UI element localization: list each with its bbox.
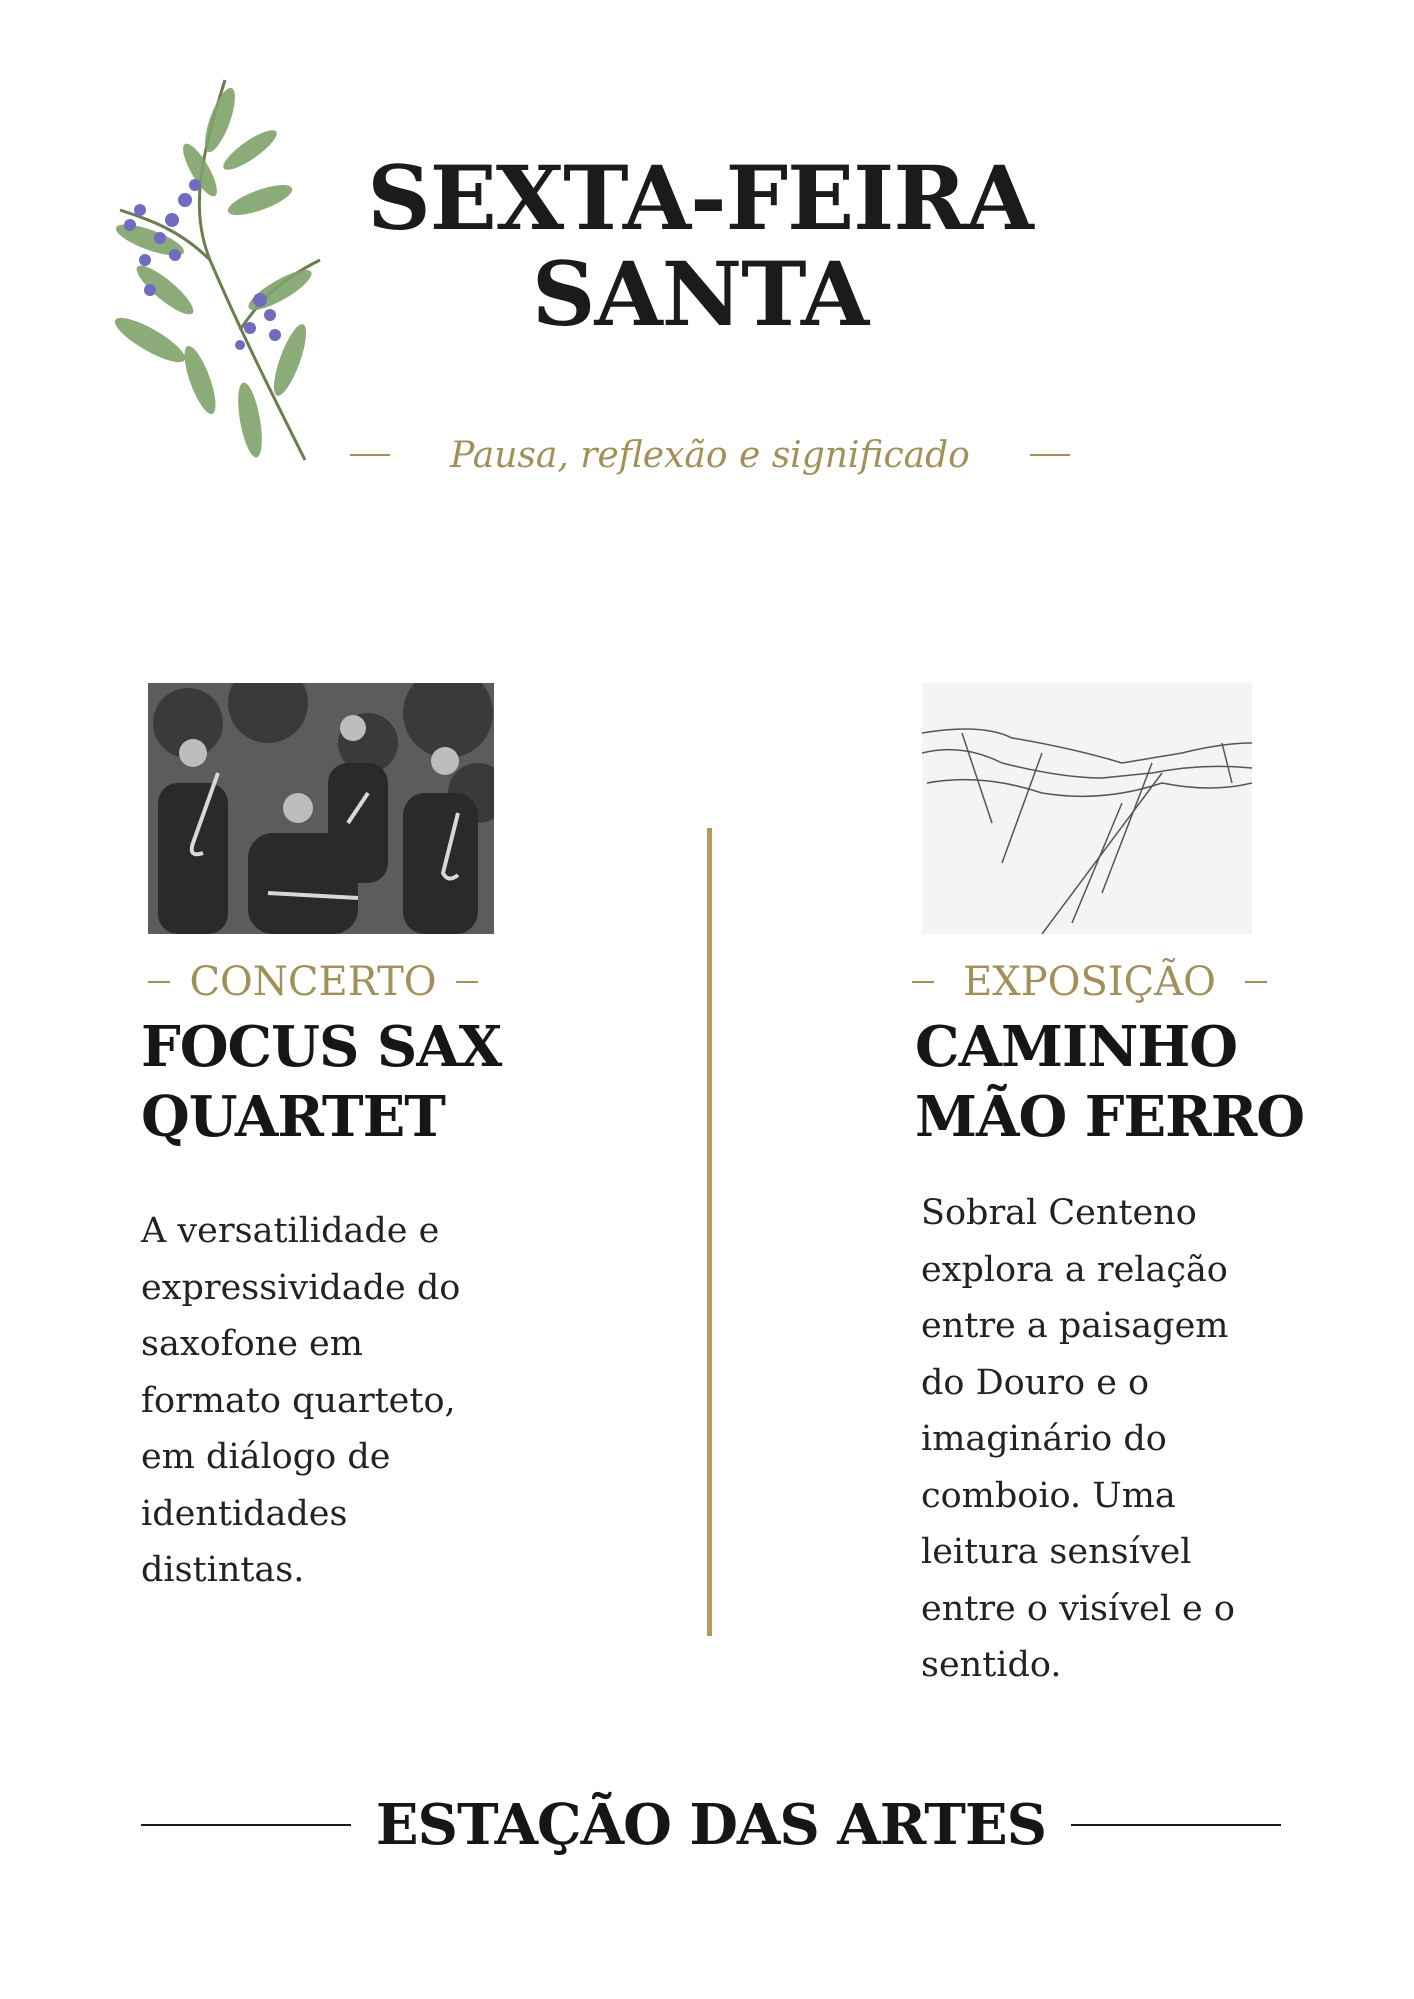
right-category-dash-right: [1245, 981, 1267, 983]
subtitle-dash-left: [350, 454, 390, 456]
footer-venue: [141, 1790, 1281, 1860]
concert-photo: [148, 683, 494, 934]
title-line-1: SEXTA-FEIRA: [367, 146, 1033, 250]
venue-name: ESTAÇÃO DAS ARTES: [375, 1792, 1047, 1858]
right-title-line-2: MÃO FERRO: [915, 1084, 1305, 1150]
right-category-label: EXPOSIÇÃO: [963, 959, 1216, 1005]
subtitle: Pausa, reflexão e significado: [450, 434, 970, 476]
right-category-dash-left: [912, 981, 934, 983]
left-category-dash-right: [456, 981, 478, 983]
left-category-dash-left: [148, 981, 170, 983]
subtitle-row: [350, 430, 1070, 480]
right-event-title: [915, 1012, 1335, 1152]
right-title-line-1: CAMINHO: [915, 1014, 1238, 1080]
subtitle-dash-right: [1030, 454, 1070, 456]
left-title-line-1: FOCUS SAX: [141, 1014, 502, 1080]
left-title-line-2: QUARTET: [141, 1084, 445, 1150]
column-divider: [707, 828, 712, 1636]
page-title: [300, 146, 1100, 346]
left-event-title: [141, 1012, 561, 1152]
botanical-sprig-illustration: [90, 60, 330, 480]
right-event-description: Sobral Centeno explora a relação entre a paisagem do Douro e o imaginário do comboio. Uma leitura sensível entre o visível e o sentido.: [921, 1193, 1235, 1685]
left-category: [148, 957, 478, 1007]
right-category: [912, 957, 1267, 1007]
exhibition-sketch-image: [922, 683, 1252, 934]
title-line-2: SANTA: [531, 242, 869, 346]
left-category-label: CONCERTO: [189, 959, 437, 1005]
left-event-description: A versatilidade e expressividade do saxofone em formato quarteto, em diálogo de identidades distintas.: [141, 1211, 461, 1590]
footer-line-left: [141, 1824, 351, 1826]
footer-line-right: [1071, 1824, 1281, 1826]
